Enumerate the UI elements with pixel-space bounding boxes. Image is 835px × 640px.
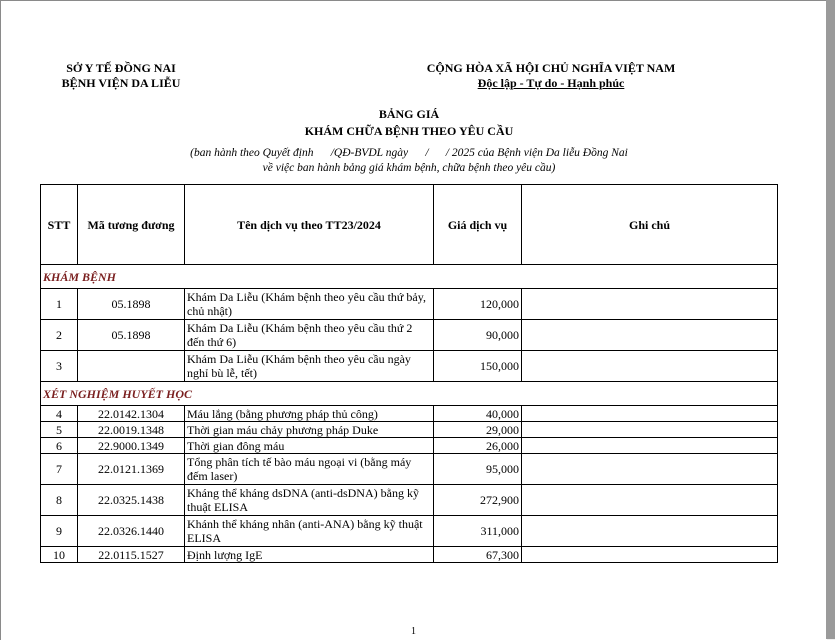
cell-price: 150,000 bbox=[434, 351, 522, 382]
cell-code: 22.0325.1438 bbox=[78, 485, 185, 516]
table-row bbox=[41, 320, 778, 351]
section-row-xet-nghiem bbox=[41, 382, 778, 406]
cell-service: Thời gian máu chảy phương pháp Duke bbox=[185, 422, 434, 438]
cell-code: 22.9000.1349 bbox=[78, 438, 185, 454]
doc-decision-line: (ban hành theo Quyết định /QĐ-BVDL ngày / / 2025 của Bệnh viện Da liễu Đồng Nai bbox=[190, 147, 628, 159]
cell-price: 40,000 bbox=[434, 406, 522, 422]
cell-service: Kháng thể kháng dsDNA (anti-dsDNA) bằng kỹ thuật ELISA bbox=[185, 485, 434, 516]
cell-stt: 10 bbox=[41, 547, 78, 563]
table-row bbox=[41, 289, 778, 320]
table-row bbox=[41, 351, 778, 382]
col-header-code: Mã tương đương bbox=[78, 185, 185, 265]
issuer-hospital: BỆNH VIỆN DA LIỄU bbox=[61, 76, 181, 90]
col-header-note: Ghi chú bbox=[522, 185, 778, 265]
table-row bbox=[41, 516, 778, 547]
cell-price: 272,900 bbox=[434, 485, 522, 516]
cell-service: Khánh thể kháng nhân (anti-ANA) bằng kỹ thuật ELISA bbox=[185, 516, 434, 547]
cell-note bbox=[522, 547, 778, 563]
national-title: CỘNG HÒA XÃ HỘI CHỦ NGHĨA VIỆT NAM bbox=[426, 61, 676, 75]
national-motto: Độc lập - Tự do - Hạnh phúc bbox=[477, 76, 625, 90]
cell-code: 22.0326.1440 bbox=[78, 516, 185, 547]
cell-price: 29,000 bbox=[434, 422, 522, 438]
table-row bbox=[41, 485, 778, 516]
col-header-price: Giá dịch vụ bbox=[434, 185, 522, 265]
cell-note bbox=[522, 289, 778, 320]
doc-title: BẢNG GIÁ bbox=[378, 107, 440, 121]
cell-stt: 3 bbox=[41, 351, 78, 382]
cell-note bbox=[522, 422, 778, 438]
section-row-kham-benh bbox=[41, 265, 778, 289]
section-title: XÉT NGHIỆM HUYẾT HỌC bbox=[41, 382, 778, 406]
cell-stt: 8 bbox=[41, 485, 78, 516]
cell-stt: 7 bbox=[41, 454, 78, 485]
cell-note bbox=[522, 454, 778, 485]
price-table bbox=[40, 184, 778, 563]
cell-stt: 6 bbox=[41, 438, 78, 454]
col-header-stt: STT bbox=[41, 185, 78, 265]
cell-price: 26,000 bbox=[434, 438, 522, 454]
table-header-row bbox=[41, 185, 778, 265]
cell-price: 311,000 bbox=[434, 516, 522, 547]
table-row bbox=[41, 454, 778, 485]
cell-code: 05.1898 bbox=[78, 289, 185, 320]
cell-price: 67,300 bbox=[434, 547, 522, 563]
table-row bbox=[41, 422, 778, 438]
doc-purpose-line: về việc ban hành bảng giá khám bệnh, chữa bệnh theo yêu cầu) bbox=[262, 162, 556, 174]
cell-note bbox=[522, 320, 778, 351]
cell-service: Khám Da Liễu (Khám bệnh theo yêu cầu ngày nghỉ bù lễ, tết) bbox=[185, 351, 434, 382]
cell-code: 22.0019.1348 bbox=[78, 422, 185, 438]
table-row bbox=[41, 547, 778, 563]
cell-price: 120,000 bbox=[434, 289, 522, 320]
cell-code: 05.1898 bbox=[78, 320, 185, 351]
cell-service: Khám Da Liễu (Khám bệnh theo yêu cầu thứ 2 đến thứ 6) bbox=[185, 320, 434, 351]
cell-service: Khám Da Liễu (Khám bệnh theo yêu cầu thứ bảy, chủ nhật) bbox=[185, 289, 434, 320]
cell-service: Thời gian đông máu bbox=[185, 438, 434, 454]
cell-price: 90,000 bbox=[434, 320, 522, 351]
cell-note bbox=[522, 351, 778, 382]
cell-note bbox=[522, 438, 778, 454]
doc-subtitle: KHÁM CHỮA BỆNH THEO YÊU CẦU bbox=[304, 124, 514, 138]
cell-code: 22.0115.1527 bbox=[78, 547, 185, 563]
table-row bbox=[41, 438, 778, 454]
cell-stt: 9 bbox=[41, 516, 78, 547]
cell-service: Máu lắng (bằng phương pháp thủ công) bbox=[185, 406, 434, 422]
page-number: 1 bbox=[411, 626, 416, 637]
cell-code: 22.0121.1369 bbox=[78, 454, 185, 485]
national-header bbox=[361, 61, 741, 91]
cell-note bbox=[522, 406, 778, 422]
cell-service: Tổng phân tích tế bào máu ngoại vi (bằng máy đếm laser) bbox=[185, 454, 434, 485]
cell-stt: 1 bbox=[41, 289, 78, 320]
table-row bbox=[41, 406, 778, 422]
cell-stt: 4 bbox=[41, 406, 78, 422]
cell-note bbox=[522, 485, 778, 516]
issuer-block bbox=[21, 61, 221, 91]
col-header-service: Tên dịch vụ theo TT23/2024 bbox=[185, 185, 434, 265]
cell-service: Định lượng IgE bbox=[185, 547, 434, 563]
issuer-department: SỞ Y TẾ ĐỒNG NAI bbox=[66, 61, 176, 75]
cell-note bbox=[522, 516, 778, 547]
page-shadow bbox=[826, 0, 835, 639]
cell-code: 22.0142.1304 bbox=[78, 406, 185, 422]
cell-stt: 2 bbox=[41, 320, 78, 351]
cell-code bbox=[78, 351, 185, 382]
cell-price: 95,000 bbox=[434, 454, 522, 485]
section-title: KHÁM BỆNH bbox=[41, 265, 778, 289]
cell-stt: 5 bbox=[41, 422, 78, 438]
